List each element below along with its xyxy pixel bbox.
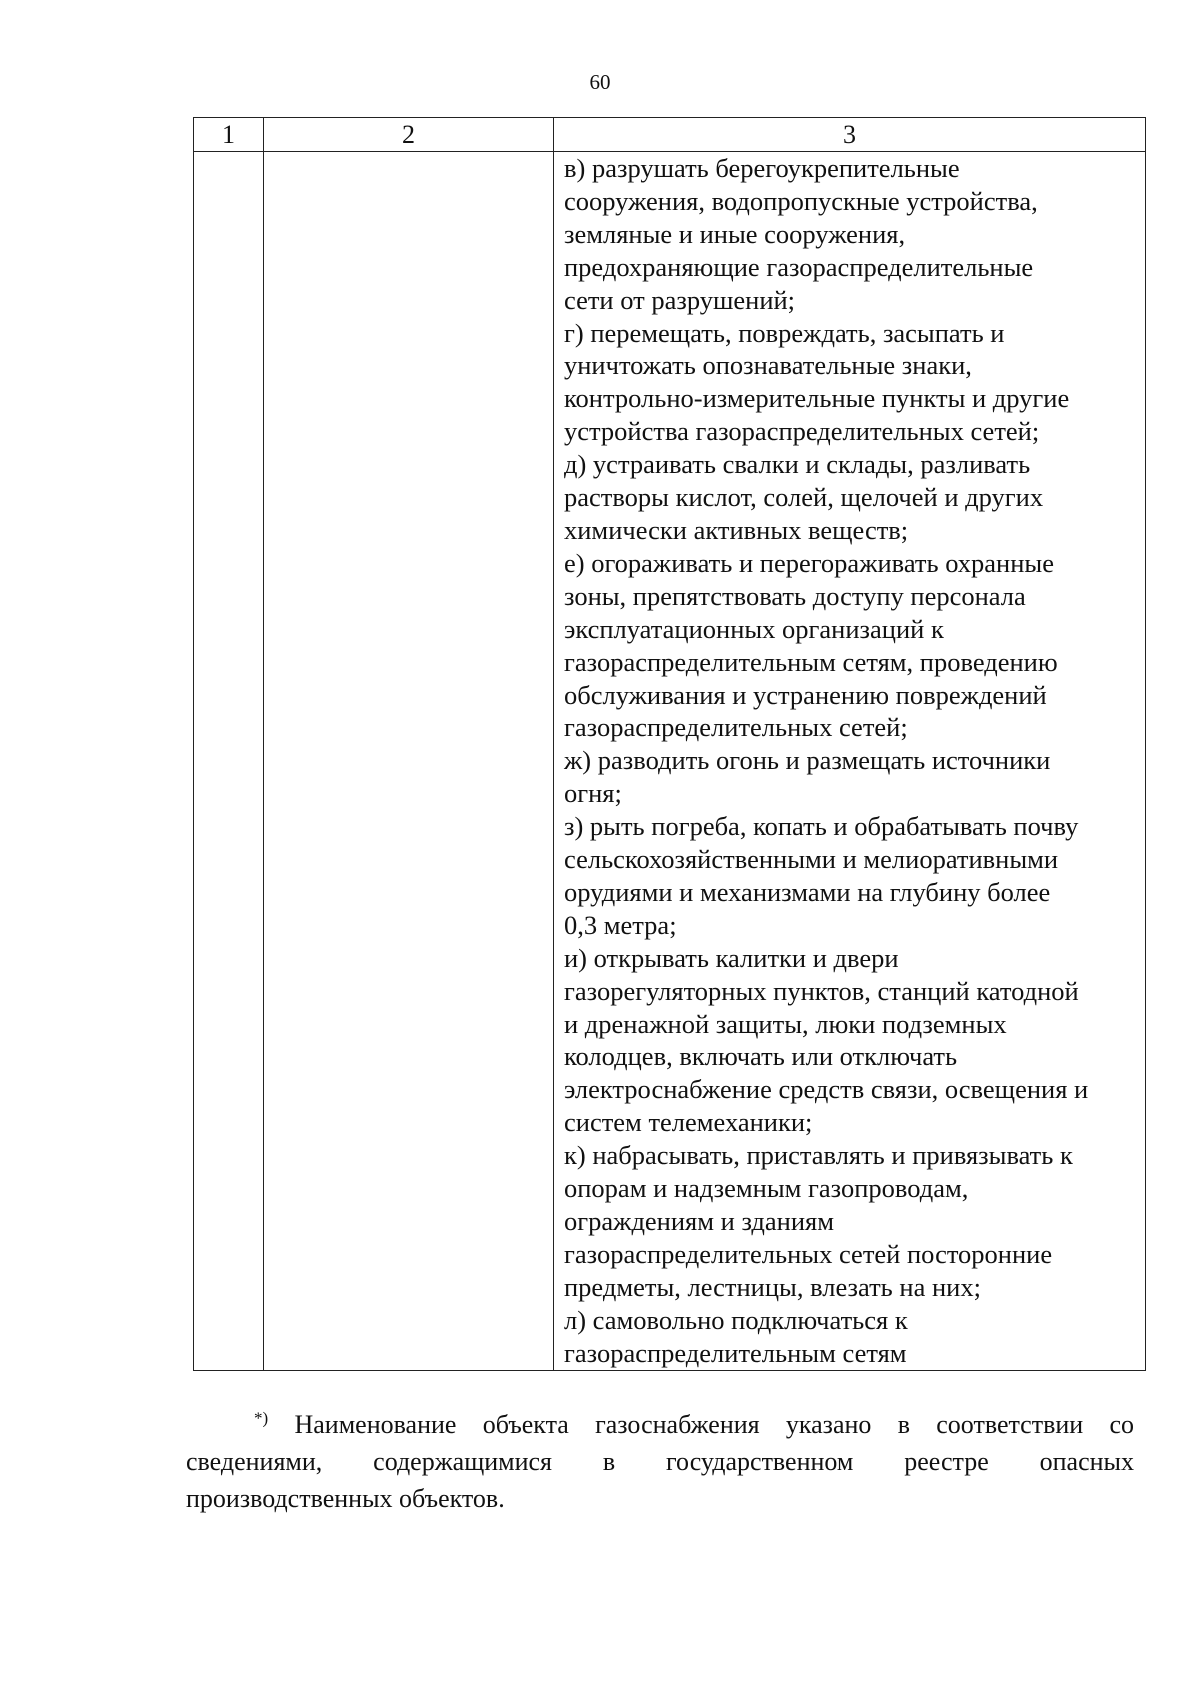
footnote-line: производственных объектов.: [186, 1484, 505, 1513]
text-line: з) рыть погреба, копать и обрабатывать почву: [564, 811, 1079, 842]
footnote-line: [186, 1406, 1134, 1443]
text-line: уничтожать опознавательные знаки,: [564, 350, 972, 381]
text-line: ж) разводить огонь и размещать источники: [564, 745, 1051, 776]
text-line: г) перемещать, повреждать, засыпать и: [564, 317, 1005, 348]
text-line: химически активных веществ;: [564, 514, 909, 545]
text-line: опорам и надземным газопроводам,: [564, 1173, 969, 1204]
document-table: [193, 117, 1146, 1371]
text-line: ограждениям и зданиям: [564, 1206, 834, 1236]
table-cell-col3: [554, 152, 1146, 1371]
text-line: земляные и иные сооружения,: [564, 218, 906, 249]
text-line: систем телемеханики;: [564, 1107, 813, 1138]
table-cell-col1: [194, 152, 264, 1371]
text-line: предохраняющие газораспределительные: [564, 251, 1034, 282]
text-line: зоны, препятствовать доступу персонала: [564, 580, 1026, 611]
text-line: е) огораживать и перегораживать охранные: [564, 547, 1054, 578]
table-row: [194, 152, 1146, 1371]
footnote-text: Наименование объекта газоснабжения указано в соответствии со: [294, 1410, 1134, 1439]
text-line: к) набрасывать, приставлять и привязывать к: [564, 1140, 1073, 1171]
text-line: и дренажной защиты, люки подземных: [564, 1008, 1007, 1039]
text-line: газораспределительным сетям, проведению: [564, 646, 1058, 677]
text-line: эксплуатационных организаций к: [564, 613, 944, 644]
column-header-1: 1: [194, 118, 264, 152]
text-line: сельскохозяйственными и мелиоративными: [564, 844, 1059, 875]
column-header-2: 2: [264, 118, 554, 152]
text-line: обслуживания и устранению повреждений: [564, 679, 1047, 710]
text-line: газораспределительных сетей посторонние: [564, 1238, 1053, 1269]
text-line: устройства газораспределительных сетей;: [564, 416, 1040, 447]
text-line: огня;: [564, 778, 622, 809]
text-line: 0,3 метра;: [564, 909, 677, 940]
table-cell-col2: [264, 152, 554, 1371]
text-line: растворы кислот, солей, щелочей и других: [564, 482, 1044, 513]
text-line: электроснабжение средств связи, освещения и: [564, 1074, 1089, 1105]
text-line: л) самовольно подключаться к: [564, 1304, 908, 1335]
text-line: колодцев, включать или отключать: [564, 1041, 958, 1072]
text-line: газораспределительным сетям: [564, 1337, 907, 1368]
text-line: и) открывать калитки и двери: [564, 942, 899, 973]
page-number: 60: [589, 70, 611, 94]
text-line: газорегуляторных пунктов, станций катодной: [564, 975, 1079, 1006]
text-line: д) устраивать свалки и склады, разливать: [564, 449, 1031, 480]
footnote-line: сведениями, содержащимися в государственном реестре опасных: [186, 1447, 1134, 1476]
text-line: предметы, лестницы, влезать на них;: [564, 1271, 981, 1302]
column-header-3: 3: [554, 118, 1146, 152]
text-line: контрольно-измерительные пункты и другие: [564, 383, 1070, 414]
table-header-row: [194, 118, 1146, 152]
footnote-marker: *): [254, 1408, 269, 1428]
text-line: сооружения, водопропускные устройства,: [564, 185, 1038, 216]
footnote: [186, 1406, 1134, 1517]
text-line: в) разрушать берегоукрепительные: [564, 153, 960, 183]
text-line: газораспределительных сетей;: [564, 712, 908, 743]
text-line: орудиями и механизмами на глубину более: [564, 876, 1051, 907]
text-line: сети от разрушений;: [564, 284, 796, 315]
